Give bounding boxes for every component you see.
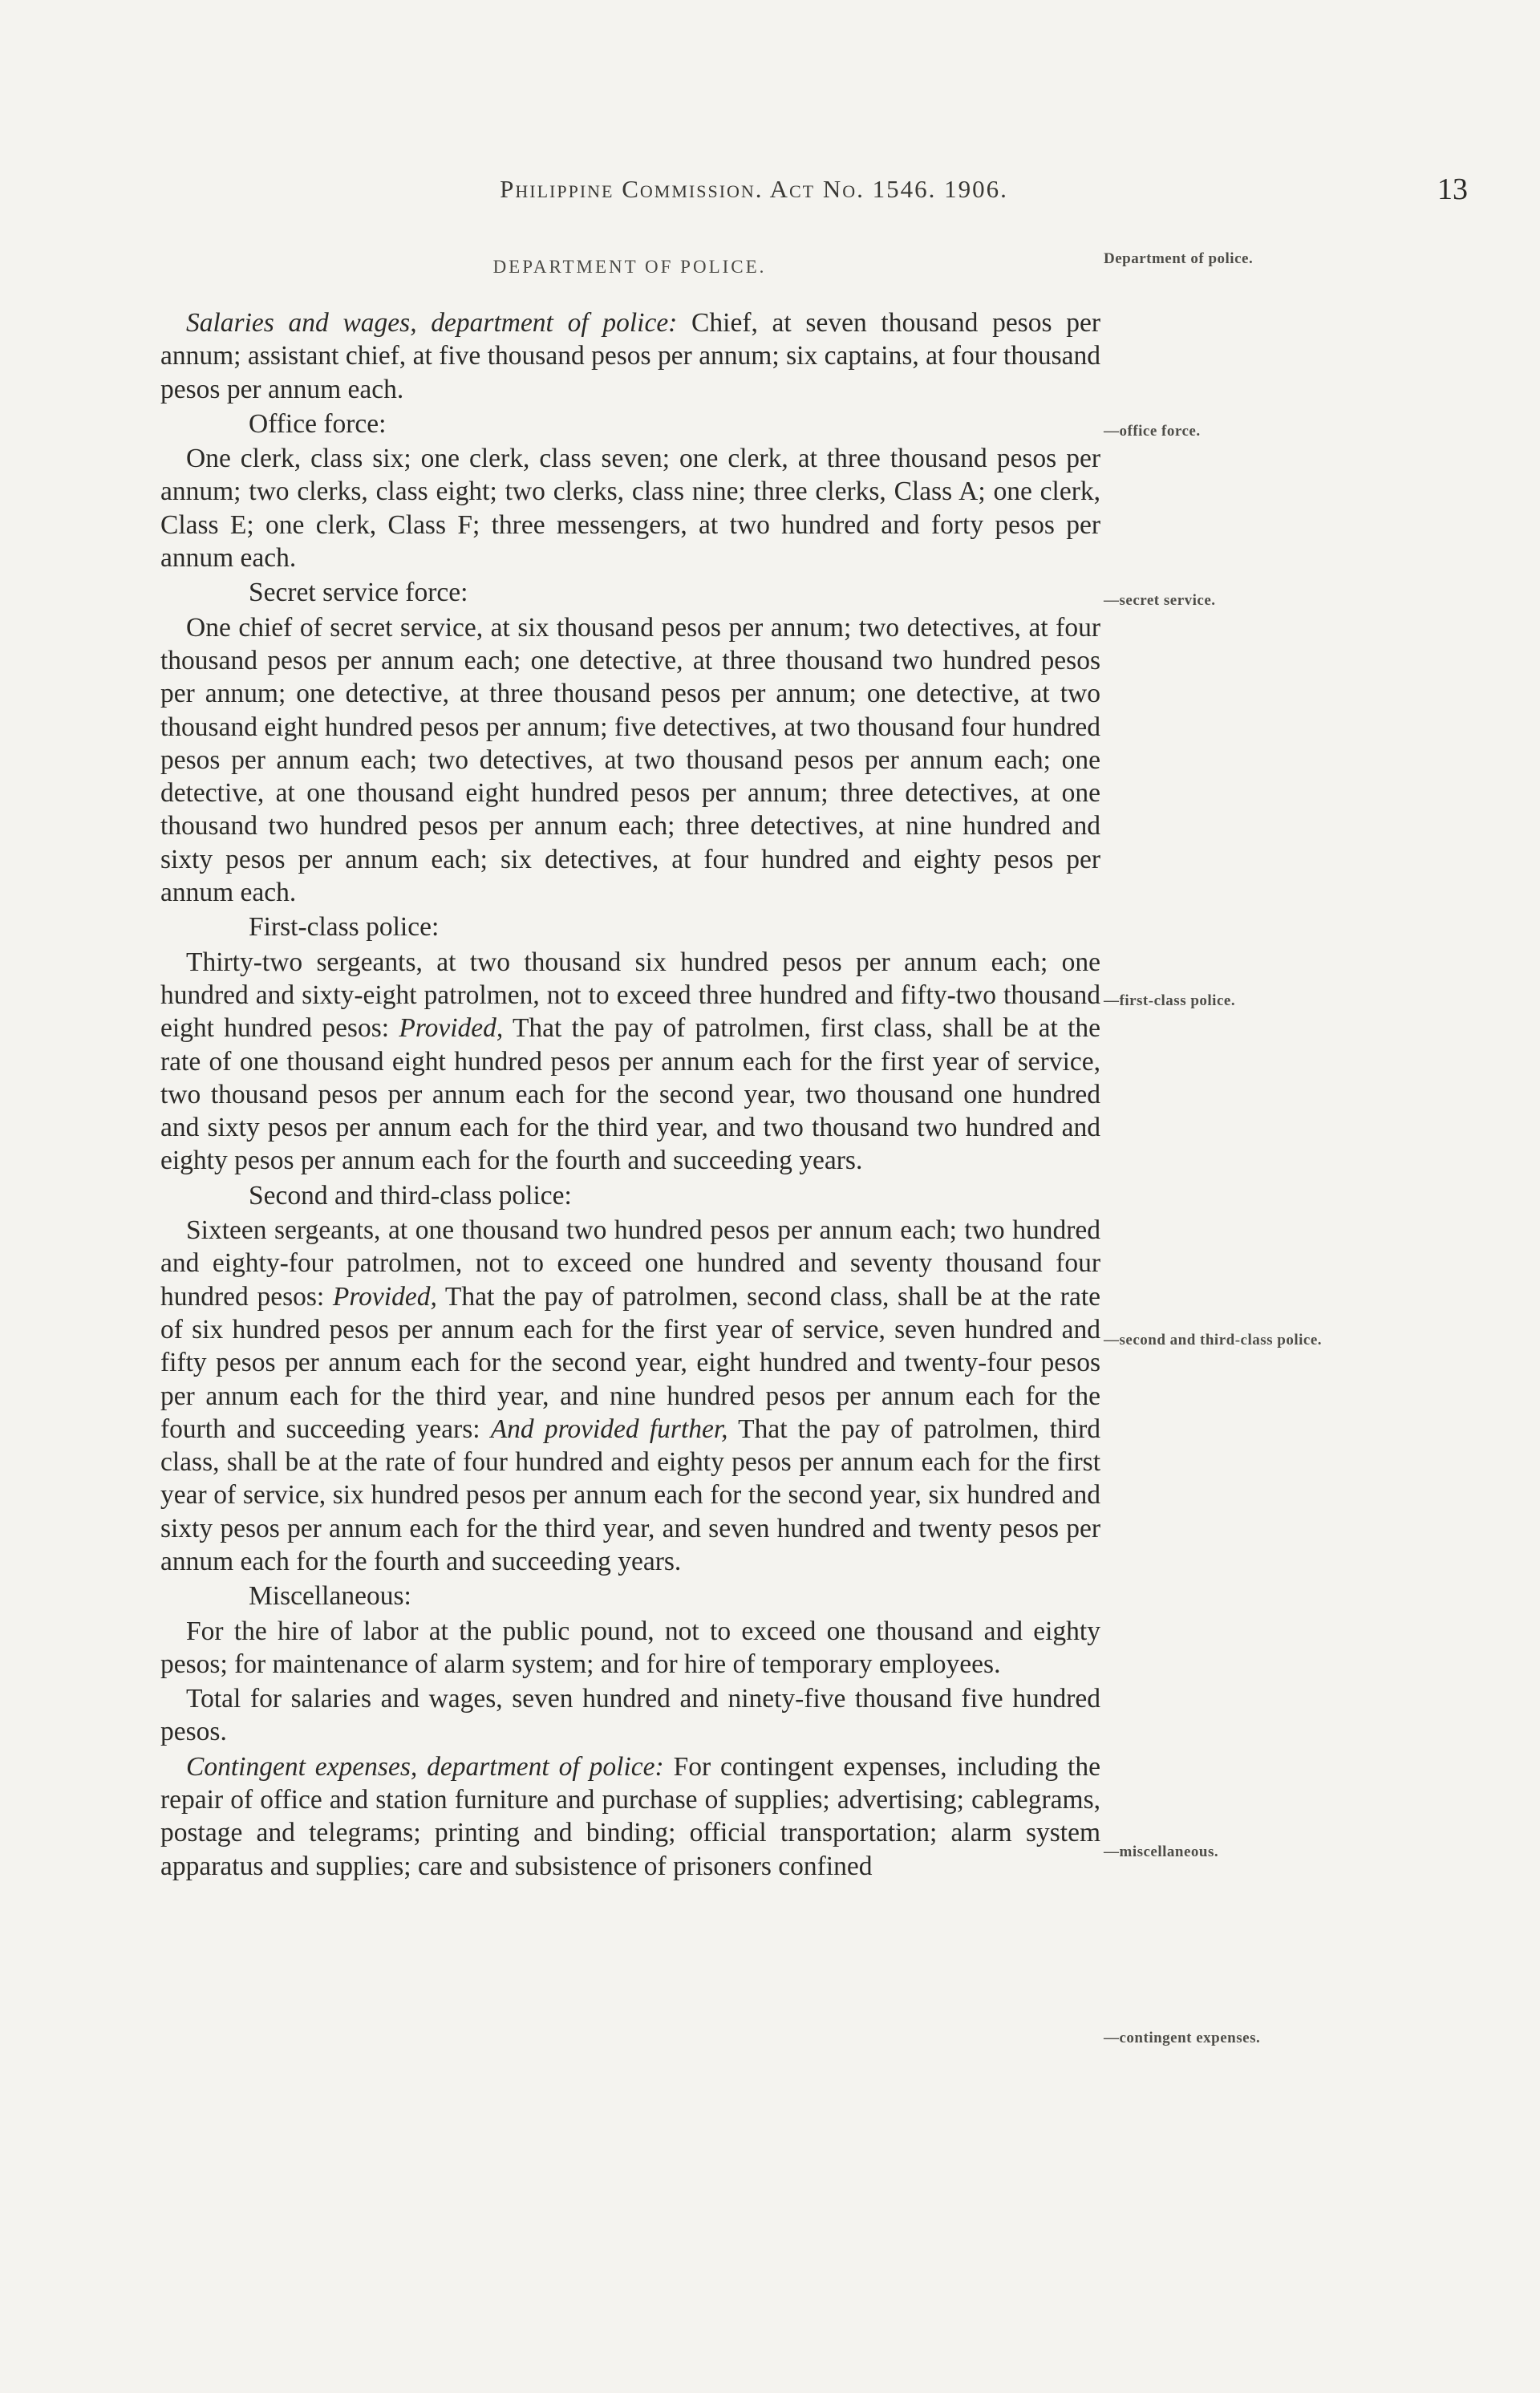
margin-note-second-third-class-police: —second and third-class police. bbox=[1104, 1332, 1323, 1349]
proviso-italic: Provided, bbox=[399, 1013, 504, 1044]
margin-note-secret-service: —secret service. bbox=[1104, 592, 1216, 609]
paragraph-text: That the pay of patrolmen, second class, shall be at the rate of six hundred pesos per annum each for the first year of service, seven hundred and fifty pesos per annum each for the second year, eight hundred and twenty-four pesos per annum each for the third year, and nine hundred pesos per annum each for the fourth and succeeding years: bbox=[160, 1281, 1100, 1444]
subhead-office-force: Office force: bbox=[249, 408, 387, 439]
paragraph-text: That the pay of patrolmen, first class, shall be at the rate of one thousand eight hundred pesos per annum each for the first year of service, two thousand pesos per annum each for the second year, two thousand one hundred and sixty pesos per annum each for the third year, and two thousand two hundred and eighty pesos per annum each for the fourth and succeeding years. bbox=[160, 1013, 1101, 1176]
running-head bbox=[160, 172, 1476, 215]
paragraph-office-force: One clerk, class six; one clerk, class seven; one clerk, at three thousand pesos per annum; two clerks, class eight; two clerks, class nine; three clerks, Class A; one clerk, Class E; one clerk, Class F; three messengers, at two hundred and forty pesos per annum each. bbox=[160, 444, 1100, 574]
section-heading: DEPARTMENT OF POLICE. bbox=[492, 257, 767, 277]
margin-note-first-class-police: —first-class police. bbox=[1104, 992, 1236, 1009]
paragraph-text: Thirty-two sergeants, at two thousand six hundred pesos per annum each; one hundred and sixty-eight patrolmen, not to exceed three hundred and fifty-two thousand eight hundred pesos: bbox=[160, 947, 1100, 1044]
margin-note-office-force: —office force. bbox=[1104, 423, 1201, 440]
paragraph-lead-italic: Salaries and wages, department of police: bbox=[186, 308, 678, 338]
proviso-further-italic: And provided further, bbox=[490, 1413, 728, 1444]
margin-note-contingent-expenses: —contingent expenses. bbox=[1104, 2030, 1261, 2046]
subhead-secret-service: Secret service force: bbox=[249, 578, 468, 608]
running-head-title: Philippine Commission. Act No. 1546. 1906. bbox=[500, 175, 1008, 203]
paragraph-text: Chief, at seven thousand pesos per annum; assistant chief, at five thousand pesos per annum; six captains, at four thousand pesos per annum each. bbox=[160, 308, 1100, 404]
paragraph-text: For contingent expenses, including the repair of office and station furniture and purchase of supplies; advertising; cablegrams, postage and telegrams; printing and binding; official transportation; alarm system apparatus and supplies; care and subsistence of prisoners confined bbox=[160, 1751, 1100, 1881]
paragraph-text: Sixteen sergeants, at one thousand two hundred pesos per annum each; two hundred and eighty-four patrolmen, not to exceed one hundred and seventy thousand four hundred pesos: bbox=[160, 1215, 1100, 1312]
paragraph-total: Total for salaries and wages, seven hundred and ninety-five thousand five hundred pesos. bbox=[160, 1684, 1100, 1747]
margin-note-miscellaneous: —miscellaneous. bbox=[1104, 1843, 1219, 1860]
page-number: 13 bbox=[1437, 172, 1468, 206]
body-text bbox=[160, 306, 1100, 1883]
paragraph-secret-service: One chief of secret service, at six thousand pesos per annum; two detectives, at four thousand pesos per annum each; one detective, at three thousand two hundred pesos per annum; one detective, at three thousand pesos per annum; one detective, at two thousand eight hundred pesos per annum; five detectives, at two thousand four hundred pesos per annum each; two detectives, at two thousand pesos per annum each; one detective, at one thousand eight hundred pesos per annum; three detectives, at one thousand two hundred pesos per annum each; three detectives, at nine hundred and sixty pesos per annum each; six detectives, at four hundred and eighty pesos per annum each. bbox=[160, 612, 1100, 908]
proviso-italic: Provided, bbox=[332, 1281, 437, 1312]
paragraph-miscellaneous: For the hire of labor at the public pound, not to exceed one thousand and eighty pesos; for maintenance of alarm system; and for hire of temporary employees. bbox=[160, 1616, 1100, 1679]
subhead-miscellaneous: Miscellaneous: bbox=[249, 1581, 411, 1612]
paragraph-salaries bbox=[160, 306, 1100, 406]
paragraph-first-class-police bbox=[160, 946, 1100, 1178]
paragraph-second-third-class-police bbox=[160, 1214, 1100, 1578]
paragraph-contingent-expenses bbox=[160, 1750, 1100, 1883]
paragraph-lead-italic: Contingent expenses, department of police: bbox=[186, 1751, 664, 1782]
subhead-first-class-police: First-class police: bbox=[249, 912, 440, 943]
margin-note-department: Department of police. bbox=[1104, 250, 1254, 267]
paragraph-text: That the pay of patrolmen, third class, shall be at the rate of four hundred and eighty pesos per annum each for the first year of service, six hundred pesos per annum each for the second year, six hundred and sixty pesos per annum each for the third year, and seven hundred and twenty pesos per annum each for the fourth and succeeding years. bbox=[160, 1413, 1100, 1576]
subhead-second-third-class-police: Second and third-class police: bbox=[249, 1180, 572, 1211]
